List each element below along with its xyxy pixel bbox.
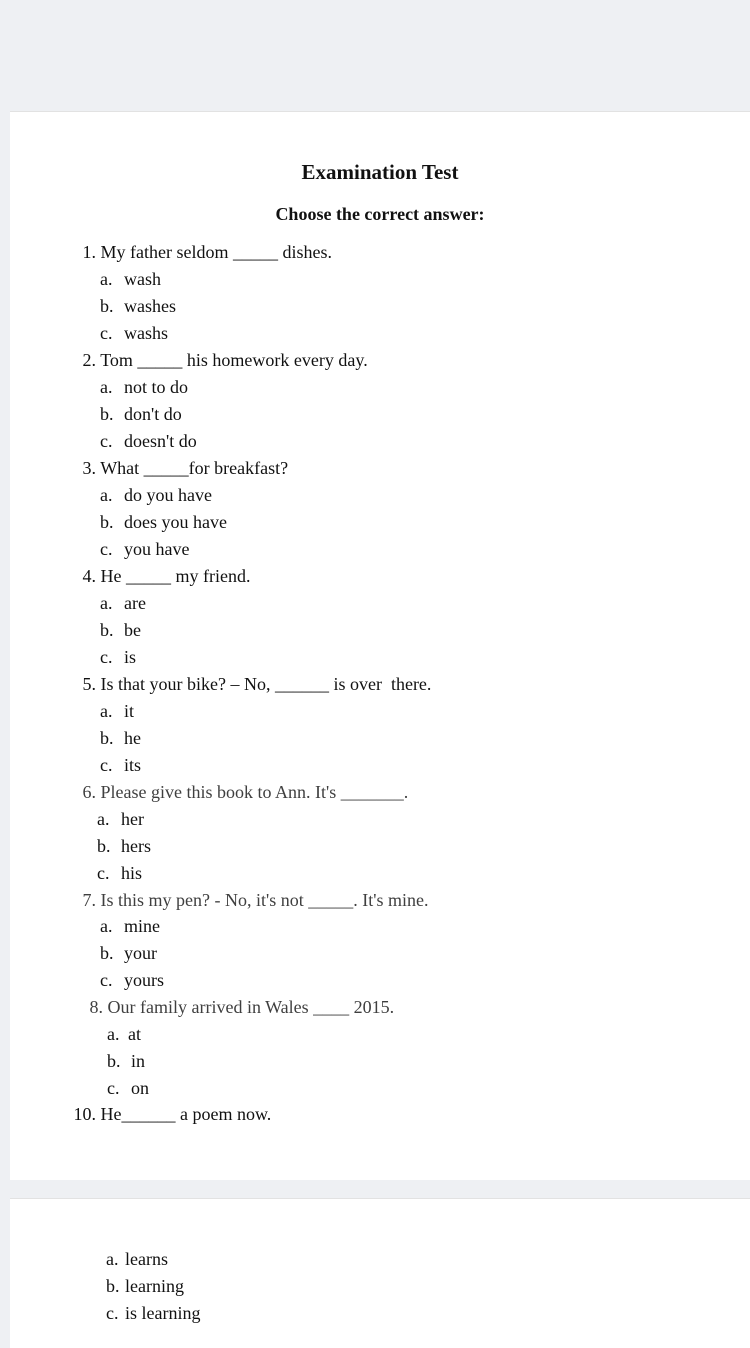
option-7b: b. your [100,943,157,963]
option-8a: a. at [107,1024,141,1044]
option-6b: b. hers [97,836,151,856]
option-2a: a. not to do [100,377,189,397]
question-number: 8. [89,997,103,1017]
option-10c: c. is learning [106,1303,201,1323]
option-8b: b. in [107,1051,146,1071]
option-4a: a. are [100,593,146,613]
option-1b: b. washes [100,296,176,316]
option-2b: b. don't do [100,404,182,424]
question-text: He______ a poem now. [100,1104,272,1124]
option-10b: b. learning [106,1276,184,1296]
document-page-1 [10,111,750,1180]
question-5 [72,674,431,695]
question-text: Our family arrived in Wales ____ 2015. [107,997,395,1017]
option-5a: a. it [100,701,135,721]
question-number: 4. [82,566,96,586]
option-5b: b. he [100,728,141,748]
option-3a: a. do you have [100,485,212,505]
option-6c: c. his [97,863,143,883]
question-number: 2. [82,350,96,370]
question-text: He _____ my friend. [100,566,251,586]
option-1c: c. washs [100,323,168,343]
question-number: 3. [82,458,96,478]
document-page-2 [10,1198,750,1348]
question-text: Is that your bike? – No, ______ is over there. [100,674,432,694]
question-number: 7. [82,890,96,910]
question-text: Is this my pen? - No, it's not _____. It's mine. [100,890,429,910]
question-3 [72,458,288,479]
option-8c: c. on [107,1078,149,1098]
option-7c: c. yours [100,970,164,990]
question-text: Please give this book to Ann. It's _______. [100,782,409,802]
option-1a: a. wash [100,269,161,289]
question-number: 6. [82,782,96,802]
instruction-heading: Choose the correct answer: [275,204,485,224]
question-number: 5. [82,674,96,694]
option-5c: c. its [100,755,142,775]
option-2c: c. doesn't do [100,431,197,451]
question-7 [72,890,428,911]
option-6a: a. her [97,809,144,829]
question-text: Tom _____ his homework every day. [100,350,368,370]
option-4b: b. be [100,620,141,640]
option-3c: c. you have [100,539,190,559]
question-text: My father seldom _____ dishes. [100,242,332,262]
question-text: What _____for breakfast? [100,458,289,478]
question-number: 1. [82,242,96,262]
question-4 [72,566,250,587]
option-3b: b. does you have [100,512,227,532]
question-1 [72,242,332,263]
question-10 [68,1104,271,1125]
question-8 [82,997,394,1018]
option-7a: a. mine [100,916,160,936]
option-4c: c. is [100,647,137,667]
question-2 [72,350,368,371]
option-10a: a. learns [106,1249,168,1269]
question-6 [72,782,408,803]
question-number: 10. [73,1104,96,1124]
page-title: Examination Test [301,160,459,184]
